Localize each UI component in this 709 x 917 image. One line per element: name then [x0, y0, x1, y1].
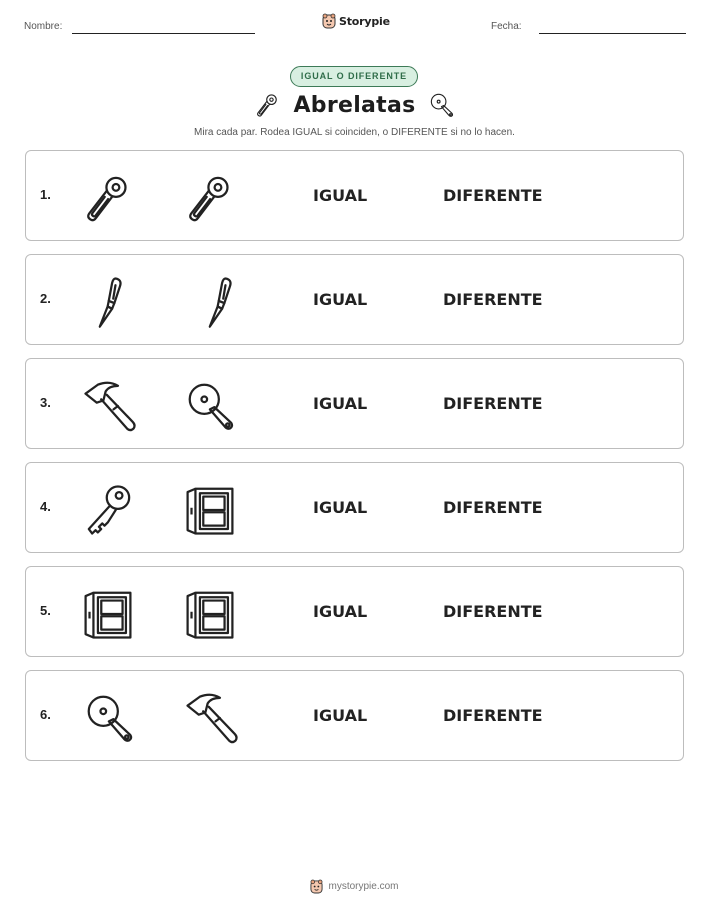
can-opener-icon	[79, 170, 135, 226]
exercise-row	[25, 254, 684, 345]
exercise-row	[25, 670, 684, 761]
row-number: 3.	[40, 395, 51, 410]
key-icon	[81, 482, 137, 538]
pizza-cutter-icon	[428, 91, 456, 119]
igual-option[interactable]: IGUAL	[313, 706, 368, 725]
activity-badge: IGUAL O DIFERENTE	[290, 66, 418, 87]
diferente-option[interactable]: DIFERENTE	[443, 498, 543, 517]
cabinet-icon	[80, 586, 136, 642]
exercise-row	[25, 462, 684, 553]
footer-url[interactable]: mystorypie.com	[328, 881, 399, 892]
date-field[interactable]	[539, 33, 686, 34]
row-number: 1.	[40, 187, 51, 202]
cabinet-icon	[182, 586, 238, 642]
row-number: 6.	[40, 707, 51, 722]
diferente-option[interactable]: DIFERENTE	[443, 602, 543, 621]
brand-logo	[322, 13, 390, 29]
craft-knife-icon	[83, 274, 139, 330]
cabinet-icon	[182, 482, 238, 538]
storypie-mascot-icon	[310, 879, 323, 894]
storypie-mascot-icon	[322, 13, 336, 29]
hammer-icon	[81, 378, 137, 434]
row-number: 4.	[40, 499, 51, 514]
name-label: Nombre:	[24, 21, 63, 32]
can-opener-icon	[181, 170, 237, 226]
footer	[0, 879, 709, 894]
date-label: Fecha:	[491, 21, 522, 32]
pizza-cutter-icon	[183, 378, 239, 434]
page-title: Abrelatas	[293, 92, 416, 118]
craft-knife-icon	[193, 274, 249, 330]
hammer-icon	[183, 690, 239, 746]
igual-option[interactable]: IGUAL	[313, 394, 368, 413]
igual-option[interactable]: IGUAL	[313, 602, 368, 621]
exercise-row	[25, 358, 684, 449]
diferente-option[interactable]: DIFERENTE	[443, 706, 543, 725]
igual-option[interactable]: IGUAL	[313, 498, 368, 517]
diferente-option[interactable]: DIFERENTE	[443, 394, 543, 413]
diferente-option[interactable]: DIFERENTE	[443, 290, 543, 309]
pizza-cutter-icon	[82, 690, 138, 746]
igual-option[interactable]: IGUAL	[313, 290, 368, 309]
can-opener-icon	[253, 91, 281, 119]
exercise-row	[25, 150, 684, 241]
exercise-row	[25, 566, 684, 657]
row-number: 5.	[40, 603, 51, 618]
instructions: Mira cada par. Rodea IGUAL si coinciden, o DIFERENTE si no lo hacen.	[194, 127, 515, 138]
row-number: 2.	[40, 291, 51, 306]
name-field[interactable]	[72, 33, 255, 34]
diferente-option[interactable]: DIFERENTE	[443, 186, 543, 205]
igual-option[interactable]: IGUAL	[313, 186, 368, 205]
brand-name: Storypie	[339, 14, 390, 28]
